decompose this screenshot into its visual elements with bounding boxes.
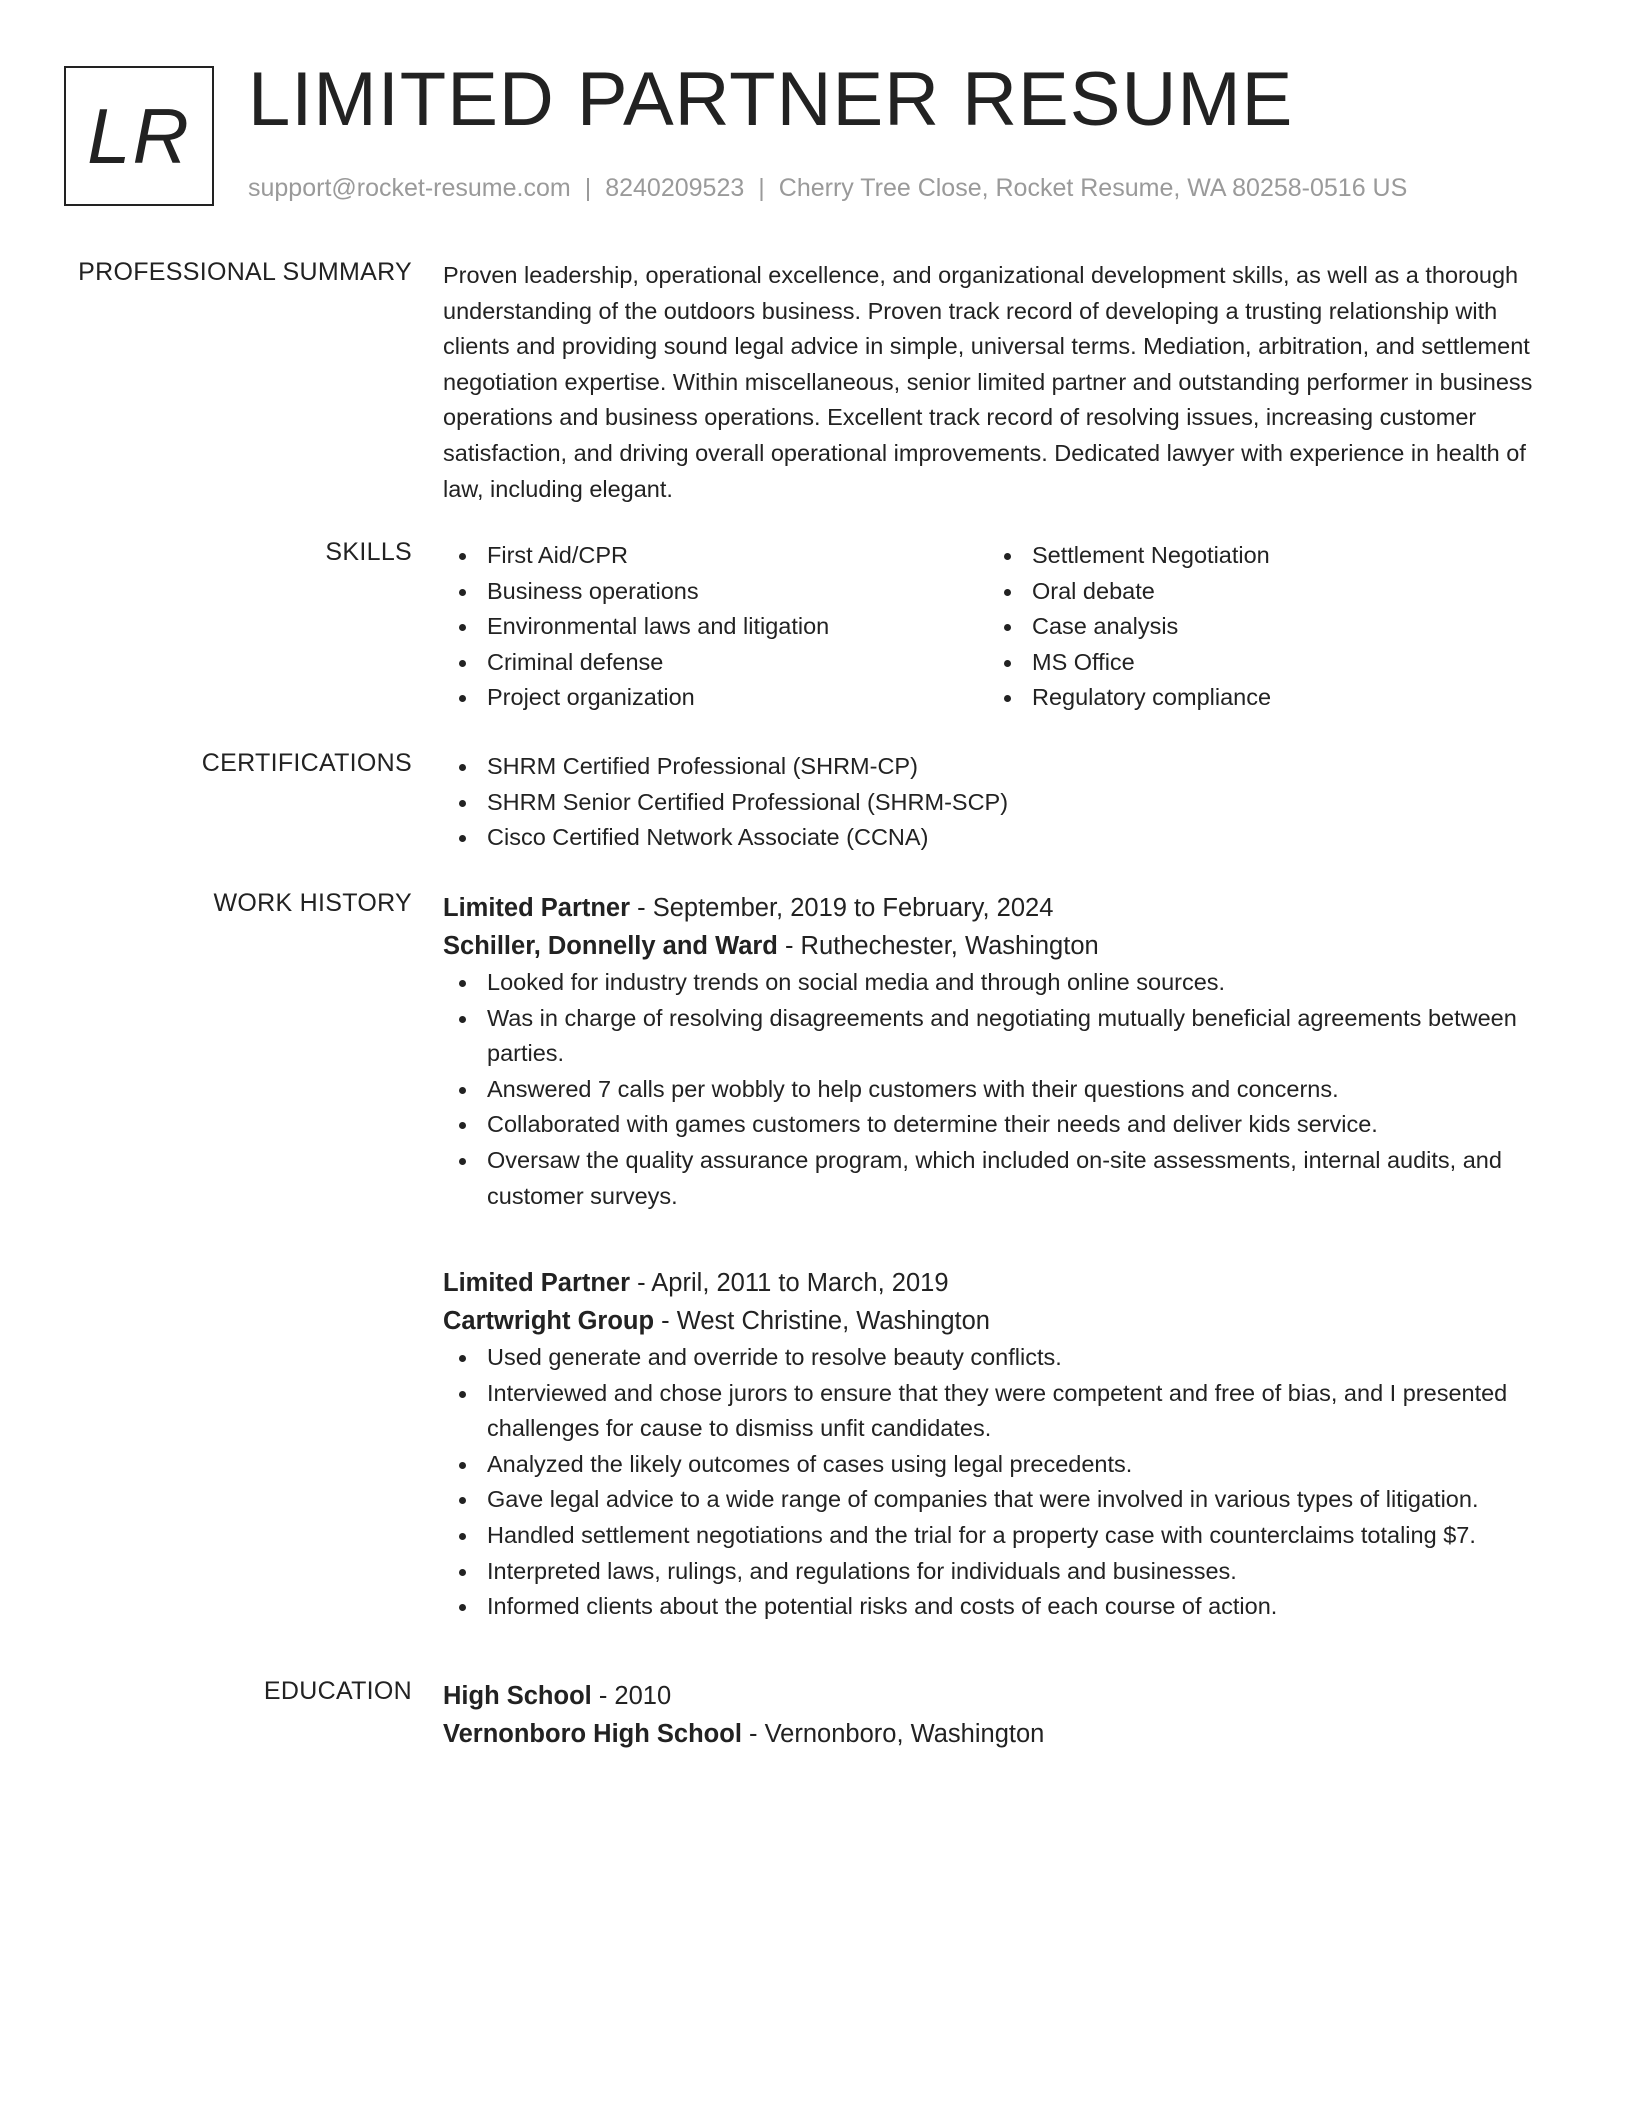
- job-location: - West Christine, Washington: [654, 1307, 990, 1335]
- skill-item: Project organization: [443, 680, 988, 716]
- job-entry: [443, 1264, 1563, 1625]
- education-school: Vernonboro High School: [443, 1720, 742, 1748]
- job-duty: Used generate and override to resolve beauty conflicts.: [443, 1340, 1563, 1376]
- work-history-heading: WORK HISTORY: [213, 889, 412, 917]
- job-dates: - September, 2019 to February, 2024: [630, 894, 1054, 922]
- job-duty: Interpreted laws, rulings, and regulations for individuals and businesses.: [443, 1554, 1563, 1590]
- job-duty: Was in charge of resolving disagreements and negotiating mutually beneficial agreements between parties.: [443, 1001, 1563, 1072]
- job-entry: [443, 889, 1563, 1214]
- job-title: Limited Partner: [443, 1269, 631, 1297]
- job-title-line: [443, 889, 1563, 927]
- skill-item: Regulatory compliance: [988, 680, 1533, 716]
- skill-item: Oral debate: [988, 574, 1533, 610]
- contact-separator: |: [584, 174, 592, 202]
- job-duty: Looked for industry trends on social media and through online sources.: [443, 965, 1563, 1001]
- job-company-line: [443, 1302, 1563, 1340]
- education-degree-line: [443, 1677, 1563, 1715]
- contact-separator: |: [758, 174, 765, 202]
- job-duty: Oversaw the quality assurance program, which included on-site assessments, internal audits, and customer surveys.: [443, 1143, 1563, 1214]
- job-duties-list: [443, 1340, 1563, 1625]
- education-location: - Vernonboro, Washington: [741, 1720, 1045, 1748]
- skill-item: First Aid/CPR: [443, 538, 988, 574]
- job-company: Schiller, Donnelly and Ward: [443, 932, 778, 960]
- education-degree: High School: [443, 1682, 592, 1710]
- job-company-line: [443, 927, 1563, 965]
- summary-heading: PROFESSIONAL SUMMARY: [78, 258, 412, 286]
- education-year: - 2010: [591, 1682, 672, 1710]
- job-duty: Informed clients about the potential risks and costs of each course of action.: [443, 1589, 1563, 1625]
- skill-item: Settlement Negotiation: [988, 538, 1533, 574]
- job-duties-list: [443, 965, 1563, 1214]
- certifications-body: [443, 749, 1563, 856]
- skills-grid: [443, 538, 1563, 716]
- certifications-list: [443, 749, 1563, 856]
- skills-list-right: [988, 538, 1533, 716]
- job-duty: Collaborated with games customers to determine their needs and deliver kids service.: [443, 1107, 1563, 1143]
- education-entry: [443, 1677, 1563, 1753]
- job-company: Cartwright Group: [443, 1307, 655, 1335]
- skill-item: MS Office: [988, 645, 1533, 681]
- job-duty: Handled settlement negotiations and the trial for a property case with counterclaims totaling $7.: [443, 1518, 1563, 1554]
- contact-email: support@rocket-resume.com: [248, 174, 571, 202]
- job-duty: Analyzed the likely outcomes of cases using legal precedents.: [443, 1447, 1563, 1483]
- contact-phone: 8240209523: [605, 174, 745, 202]
- skills-heading: SKILLS: [325, 538, 412, 566]
- education-heading: EDUCATION: [263, 1677, 412, 1705]
- skill-item: Case analysis: [988, 609, 1533, 645]
- skill-item: Environmental laws and litigation: [443, 609, 988, 645]
- certifications-heading: CERTIFICATIONS: [201, 749, 412, 777]
- skills-list-left: [443, 538, 988, 716]
- education-school-line: [443, 1715, 1563, 1753]
- job-duty: Gave legal advice to a wide range of companies that were involved in various types of litigation.: [443, 1482, 1563, 1518]
- certification-item: SHRM Senior Certified Professional (SHRM-SCP): [443, 785, 1563, 821]
- job-duty: Interviewed and chose jurors to ensure that they were competent and free of bias, and I presented challenges for cause to dismiss unfit candidates.: [443, 1376, 1563, 1447]
- skill-item: Criminal defense: [443, 645, 988, 681]
- contact-address: Cherry Tree Close, Rocket Resume, WA 80258-0516 US: [778, 174, 1408, 202]
- job-location: - Ruthechester, Washington: [777, 932, 1099, 960]
- resume-title: LIMITED PARTNER RESUME: [248, 57, 1294, 142]
- contact-line: [248, 174, 1407, 203]
- certification-item: Cisco Certified Network Associate (CCNA): [443, 820, 1563, 856]
- monogram-text: LR: [87, 91, 191, 180]
- job-duty: Answered 7 calls per wobbly to help customers with their questions and concerns.: [443, 1072, 1563, 1108]
- job-title: Limited Partner: [443, 894, 631, 922]
- job-title-line: [443, 1264, 1563, 1302]
- skill-item: Business operations: [443, 574, 988, 610]
- certification-item: SHRM Certified Professional (SHRM-CP): [443, 749, 1563, 785]
- job-dates: - April, 2011 to March, 2019: [630, 1269, 949, 1297]
- summary-text: Proven leadership, operational excellence, and organizational development skills, as well as a thorough understanding of the outdoors business. Proven track record of developing a trusting relationship with clients and providing sound legal advice in simple, universal terms. Mediation, arbitration, and settlement negotiation expertise. Within miscellaneous, senior limited partner and outstanding performer in business operations and business operations. Excellent track record of resolving issues, increasing customer satisfaction, and driving overall operational improvements. Dedicated lawyer with experience in health of law, including elegant.: [443, 262, 1533, 502]
- monogram-logo: [64, 66, 214, 206]
